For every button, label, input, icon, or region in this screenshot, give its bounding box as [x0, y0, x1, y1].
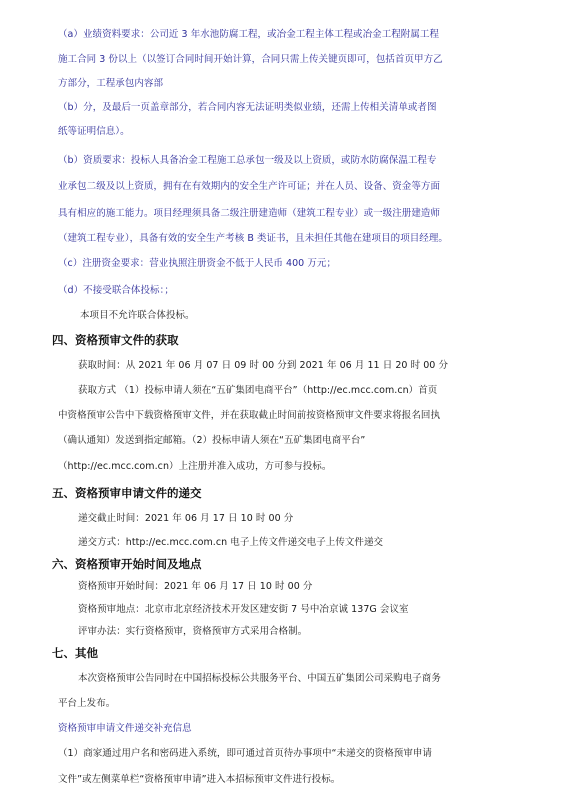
- text-line: （a）业绩资料要求：公司近 3 年水池防腐工程，或冶金工程主体工程或冶金工程附属工程: [58, 29, 440, 40]
- section-heading: 六、资格预审开始时间及地点: [52, 557, 202, 571]
- text-line: 递交截止时间：2021 年 06 月 17 日 10 时 00 分: [78, 513, 294, 524]
- text-line: 文件”或左侧菜单栏“资格预审申请”进入本招标预审文件进行投标。: [58, 774, 341, 785]
- section-heading: 七、其他: [52, 646, 98, 660]
- text-line: 本次资格预审公告同时在中国招标投标公共服务平台、中国五矿集团公司采购电子商务: [78, 673, 441, 684]
- text-line: （c）注册资金要求：营业执照注册资金不低于人民币 400 万元；: [58, 258, 336, 269]
- text-line: 获取时间：从 2021 年 06 月 07 日 09 时 00 分到 2021 年 06 月 11 日 20 时 00 分: [78, 360, 449, 371]
- text-line: 方部分，工程承包内容部: [58, 78, 164, 89]
- text-line: 资格预审申请文件递交补充信息: [58, 723, 192, 734]
- text-line: 施工合同 3 份以上（以签订合同时间开始计算，合同只需上传关键页即可，包括首页甲方乙: [58, 54, 443, 65]
- text-line: 业承包二级及以上资质，拥有在有效期内的安全生产许可证；并在人员、设备、资金等方面: [58, 181, 441, 192]
- text-line: 资格预审地点：北京市北京经济技术开发区建安街 7 号中冶京诚 137G 会议室: [78, 604, 409, 615]
- text-line: （确认通知）发送到指定邮箱。（2）投标申请人须在“五矿集团电商平台”: [58, 435, 366, 446]
- text-line: 具有相应的施工能力。项目经理须具备二级注册建造师（建筑工程专业）或一级注册建造师: [58, 208, 441, 219]
- text-line: （建筑工程专业），具备有效的安全生产考核 B 类证书，且未担任其他在建项目的项目经理。: [58, 233, 448, 244]
- text-line: 评审办法：实行资格预审，资格预审方式采用合格制。: [78, 626, 308, 637]
- text-line: （http://ec.mcc.com.cn）上注册并准入成功，方可参与投标。: [58, 461, 332, 472]
- text-line: 资格预审开始时间：2021 年 06 月 17 日 10 时 00 分: [78, 581, 313, 592]
- section-heading: 四、资格预审文件的获取: [52, 333, 179, 347]
- text-line: （1）商家通过用户名和密码进入系统，即可通过首页待办事项中“未递交的资格预审申请: [58, 748, 432, 759]
- text-line: 本项目不允许联合体投标。: [80, 310, 195, 321]
- text-line: （b）资质要求：投标人具备冶金工程施工总承包一级及以上资质，或防水防腐保温工程专: [58, 155, 437, 166]
- text-line: 递交方式：http://ec.mcc.com.cn 电子上传文件递交电子上传文件递交: [78, 537, 384, 548]
- text-line: 纸等证明信息）。: [58, 126, 130, 137]
- text-line: 平台上发布。: [58, 698, 116, 709]
- text-line: （b）分，及最后一页盖章部分，若合同内容无法证明类似业绩，还需上传相关清单或者图: [58, 102, 437, 113]
- section-heading: 五、资格预审申请文件的递交: [52, 486, 202, 500]
- text-line: 中资格预审公告中下载资格预审文件，并在获取截止时间前按资格预审文件要求将报名回执: [58, 410, 441, 421]
- text-line: 获取方式 （1）投标申请人须在“五矿集团电商平台”（http://ec.mcc.com.cn）首页: [78, 385, 438, 396]
- text-line: （d）不接受联合体投标：；: [58, 285, 174, 296]
